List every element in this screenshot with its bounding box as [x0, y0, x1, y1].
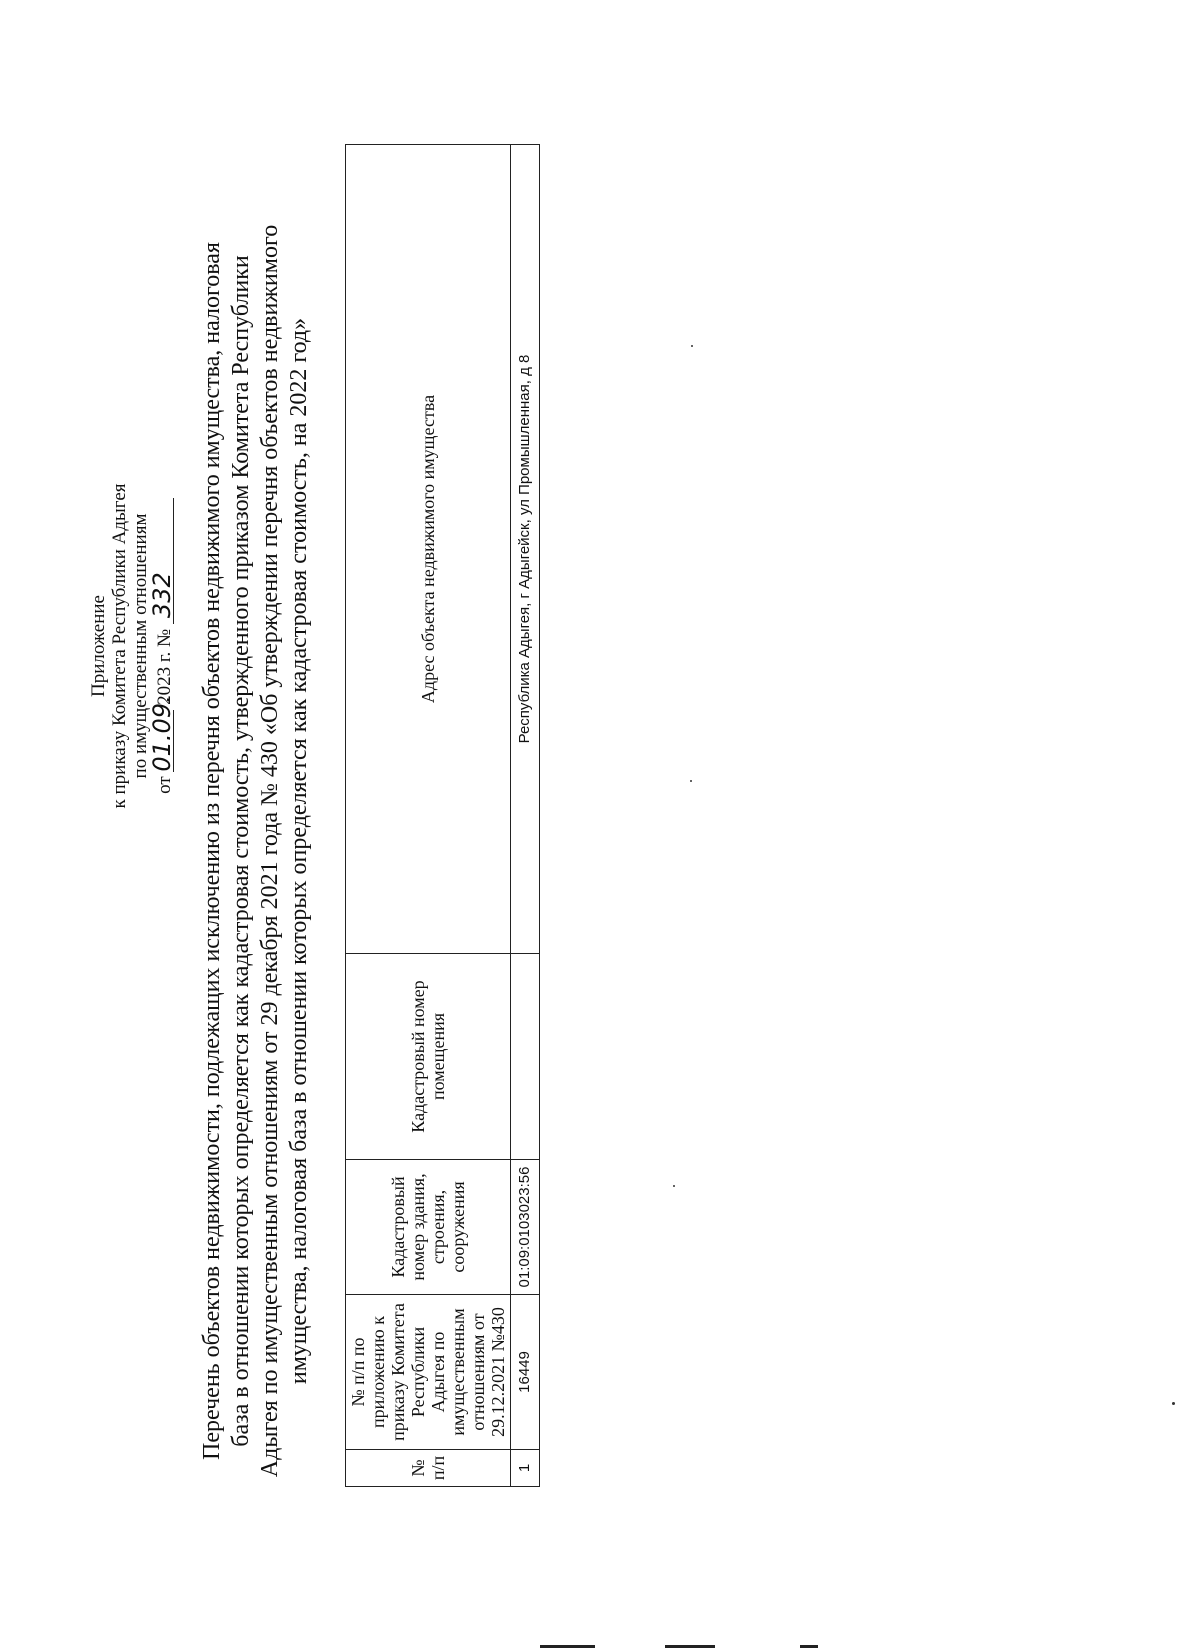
scan-speck	[691, 345, 693, 347]
title-line-4: имущества, налоговая база в отношении которых определяется как кадастровая стоимость, на 2022 год»	[286, 317, 312, 1385]
appendix-line-2: по имущественным отношениям	[130, 513, 151, 779]
cell-building-cadastral: 01:09:0103023:56	[511, 1160, 540, 1295]
cell-appendix-number: 16449	[511, 1295, 540, 1450]
appendix-date-line	[148, 386, 176, 906]
document-title	[198, 186, 314, 1516]
year-label: 2023 г. №	[154, 628, 175, 705]
appendix-line-1: к приказу Комитета Республики Адыгея	[109, 483, 130, 809]
title-line-3: Адыгея по имущественным отношениям от 29 декабря 2021 года № 430 «Об утверждении перечня объектов недвижимого	[257, 224, 283, 1478]
appendix-block	[88, 386, 175, 906]
header-address: Адрес объекта недвижимого имущества	[346, 145, 511, 954]
cell-number: 1	[511, 1450, 540, 1487]
scan-speck	[690, 780, 692, 782]
scan-speck	[1172, 1402, 1175, 1405]
table-row	[511, 145, 540, 1487]
handwritten-date: 01.09.	[148, 695, 176, 772]
title-line-1: Перечень объектов недвижимости, подлежащих исключению из перечня объектов недвижимого имущества, налоговая	[199, 242, 225, 1460]
cell-address: Республика Адыгея, г Адыгейск, ул Промышленная, д 8	[511, 145, 540, 954]
appendix-title: Приложение	[88, 595, 109, 697]
table-header-row	[346, 145, 511, 1487]
handwritten-number: 332	[151, 498, 174, 624]
header-number: № п/п	[346, 1450, 511, 1487]
from-prefix: от	[154, 776, 175, 794]
scan-bar	[540, 1645, 595, 1648]
scan-speck	[673, 1185, 675, 1187]
cell-room-cadastral	[511, 954, 540, 1160]
title-line-2: база в отношении которых определяется как кадастровая стоимость, утвержденного приказом Комитета Республики	[228, 255, 254, 1447]
header-appendix-number: № п/п по приложению к приказу Комитета Республики Адыгея по имущественным отношениям от 29.12.2021 №430	[346, 1295, 511, 1450]
header-building-cadastral: Кадастровый номер здания, строения, сооружения	[346, 1160, 511, 1295]
property-table	[345, 144, 540, 1487]
header-room-cadastral: Кадастровый номер помещения	[346, 954, 511, 1160]
scan-bar	[800, 1645, 818, 1648]
scan-bar	[665, 1645, 715, 1648]
